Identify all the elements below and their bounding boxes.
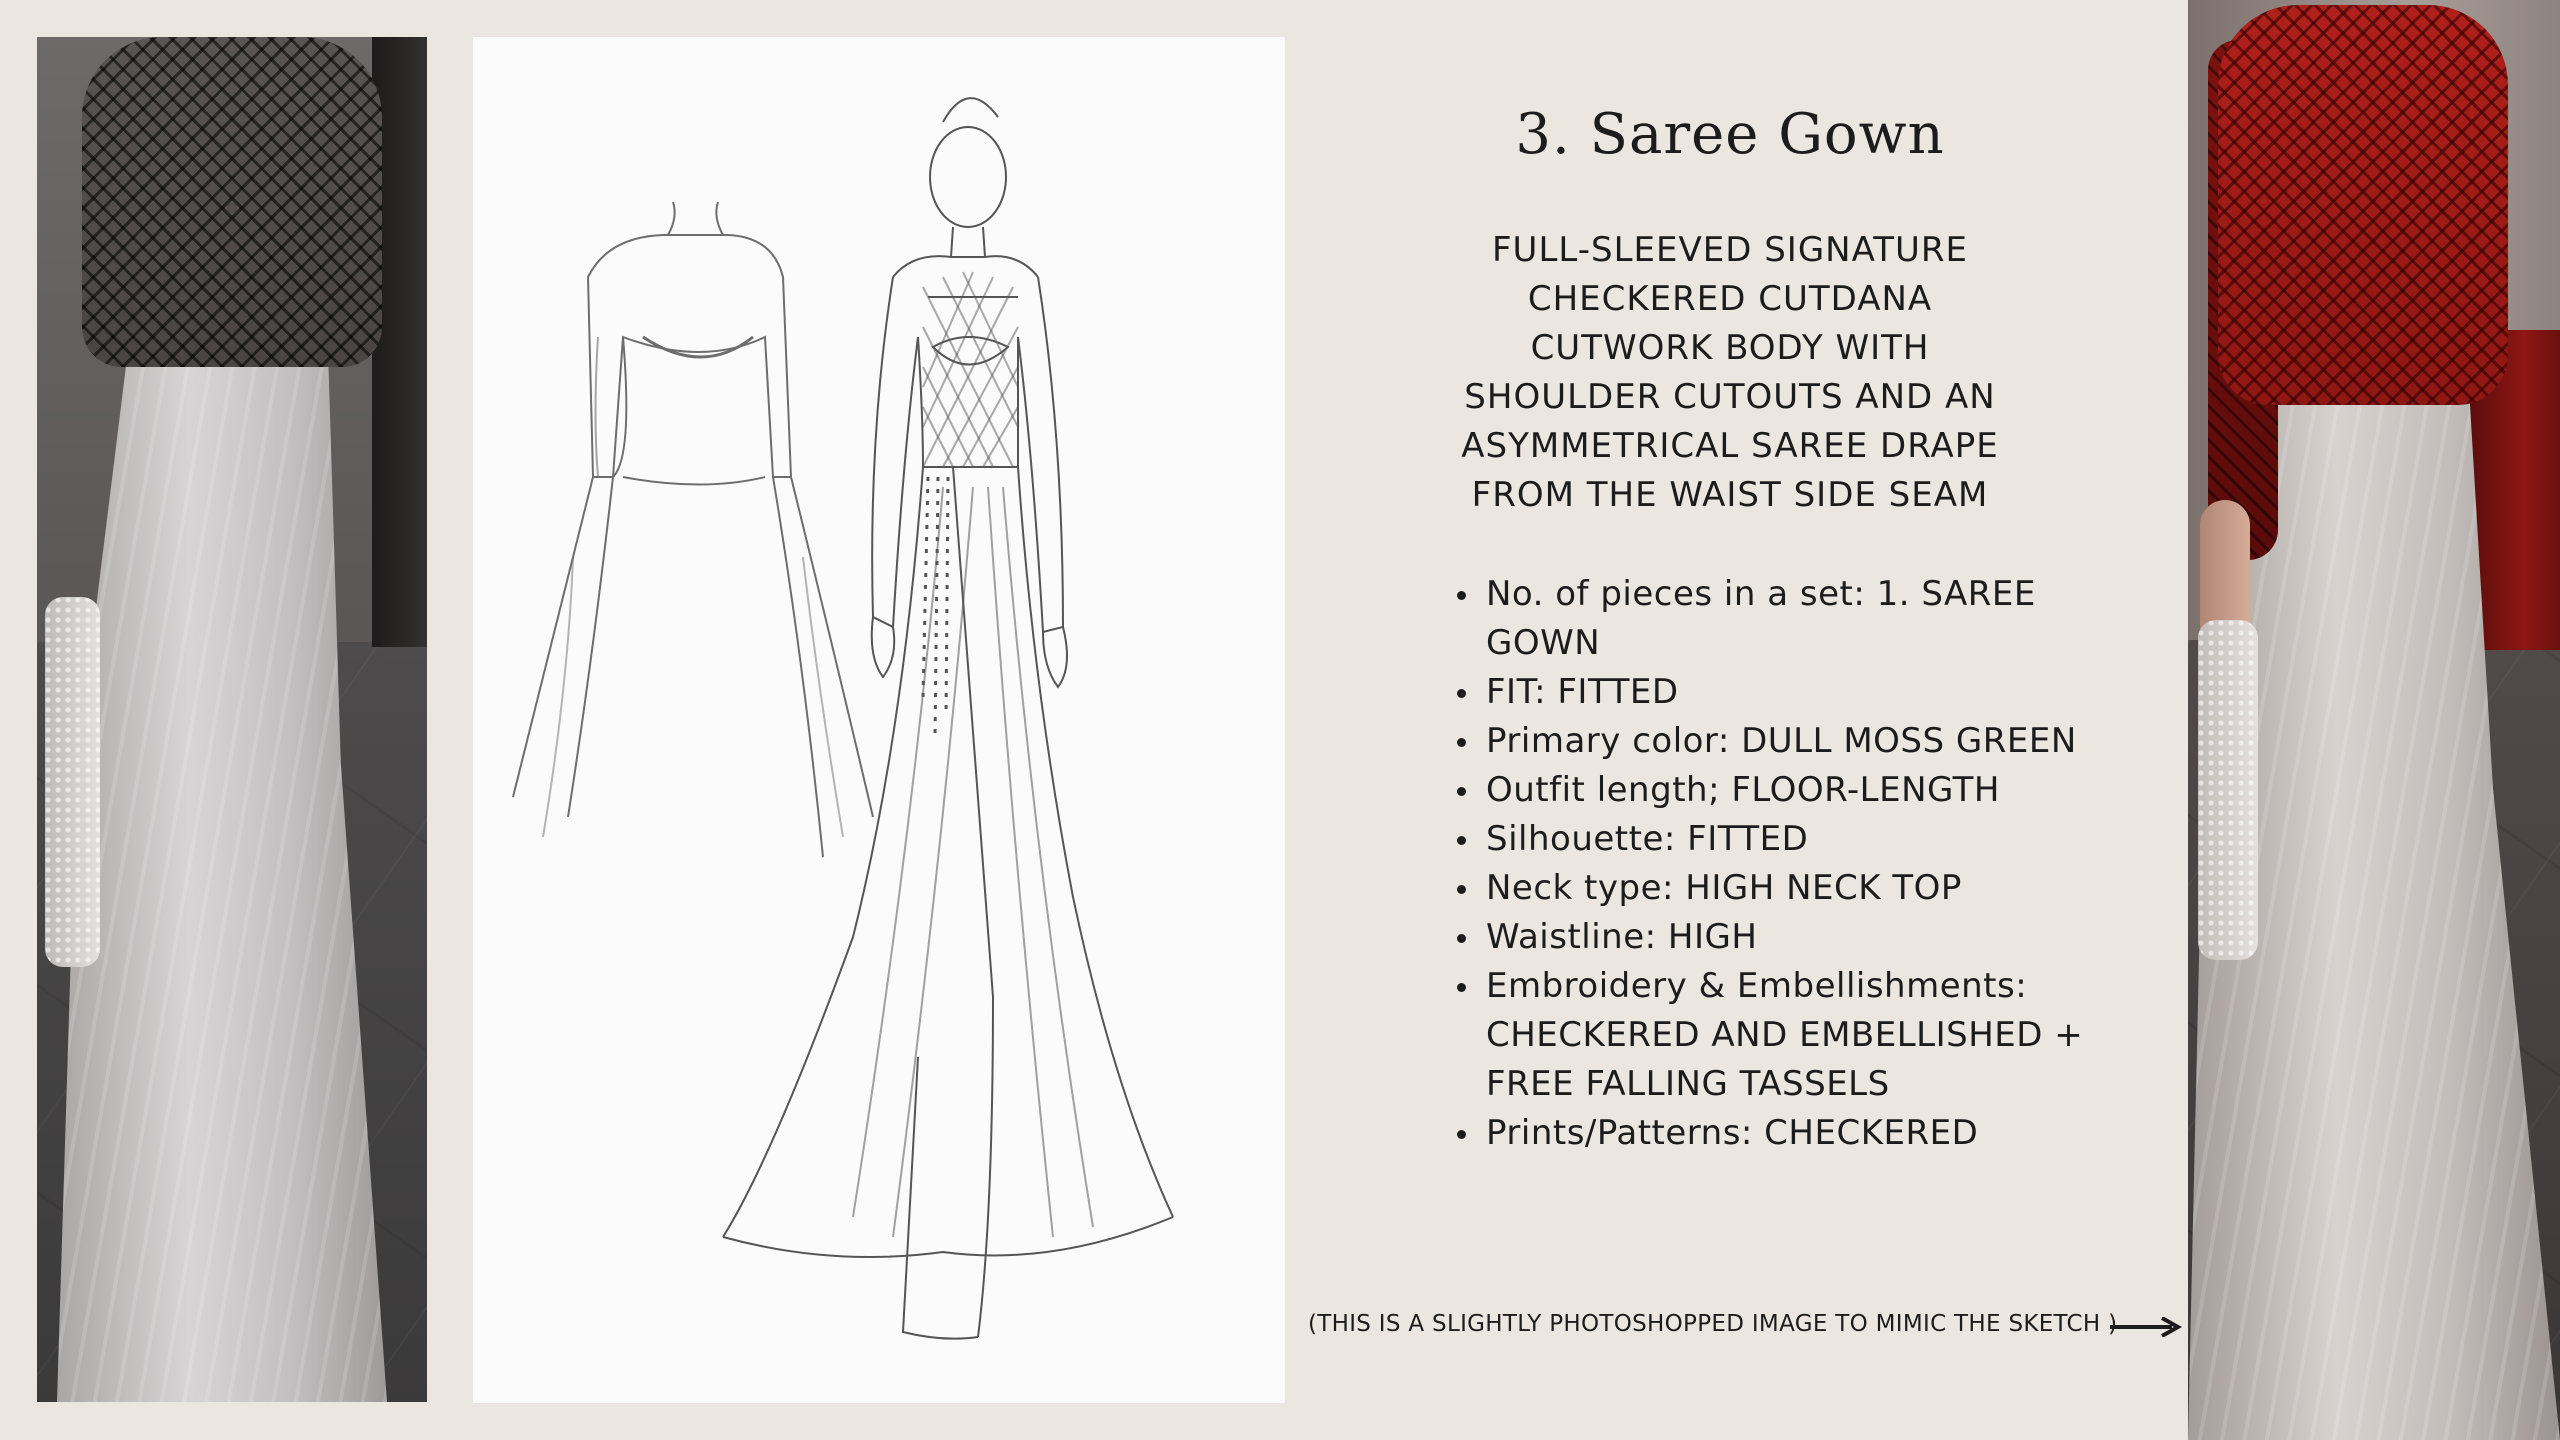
checkered-bodice bbox=[82, 37, 382, 367]
spec-list bbox=[1440, 570, 2102, 1158]
spec-item: • Outfit length; FLOOR-LENGTH bbox=[1482, 766, 2102, 815]
spec-item: • FIT: FITTED bbox=[1482, 668, 2102, 717]
spec-item: • No. of pieces in a set: 1. SAREE GOWN bbox=[1482, 570, 2102, 668]
description-line: SHOULDER CUTOUTS AND AN bbox=[1464, 377, 1996, 417]
spec-item: • Waistline: HIGH bbox=[1482, 913, 2102, 962]
description-line: FROM THE WAIST SIDE SEAM bbox=[1471, 475, 1989, 515]
description-line: FULL-SLEEVED SIGNATURE bbox=[1492, 230, 1968, 270]
spec-item: • Neck type: HIGH NECK TOP bbox=[1482, 864, 2102, 913]
description-line: CUTWORK BODY WITH bbox=[1530, 328, 1930, 368]
arrow-right-icon bbox=[2110, 1317, 2182, 1337]
reference-photo-edited bbox=[2188, 0, 2560, 1440]
reference-photo-grayscale bbox=[37, 37, 427, 1402]
clutch-bag bbox=[45, 597, 100, 967]
spec-item: • Embroidery & Embellishments: CHECKERED AND EMBELLISHED + FREE FALLING TASSELS bbox=[1482, 962, 2102, 1109]
sketch-back-view bbox=[513, 202, 873, 857]
design-description bbox=[1420, 226, 2040, 520]
saree-drape bbox=[57, 337, 387, 1402]
spec-item: • Prints/Patterns: CHECKERED bbox=[1482, 1109, 2102, 1158]
fashion-sketch bbox=[473, 37, 1285, 1403]
photoshop-footnote: (THIS IS A SLIGHTLY PHOTOSHOPPED IMAGE TO MIMIC THE SKETCH ) bbox=[1308, 1311, 2118, 1337]
description-line: ASYMMETRICAL SAREE DRAPE bbox=[1461, 426, 1999, 466]
description-line: CHECKERED CUTDANA bbox=[1527, 279, 1933, 319]
red-checkered-bodice bbox=[2218, 5, 2508, 405]
sketch-front-view bbox=[723, 98, 1173, 1338]
spec-item: • Silhouette: FITTED bbox=[1482, 815, 2102, 864]
page-title: 3. Saree Gown bbox=[1515, 102, 1945, 167]
spec-item: • Primary color: DULL MOSS GREEN bbox=[1482, 717, 2102, 766]
clutch-bag bbox=[2198, 620, 2258, 960]
